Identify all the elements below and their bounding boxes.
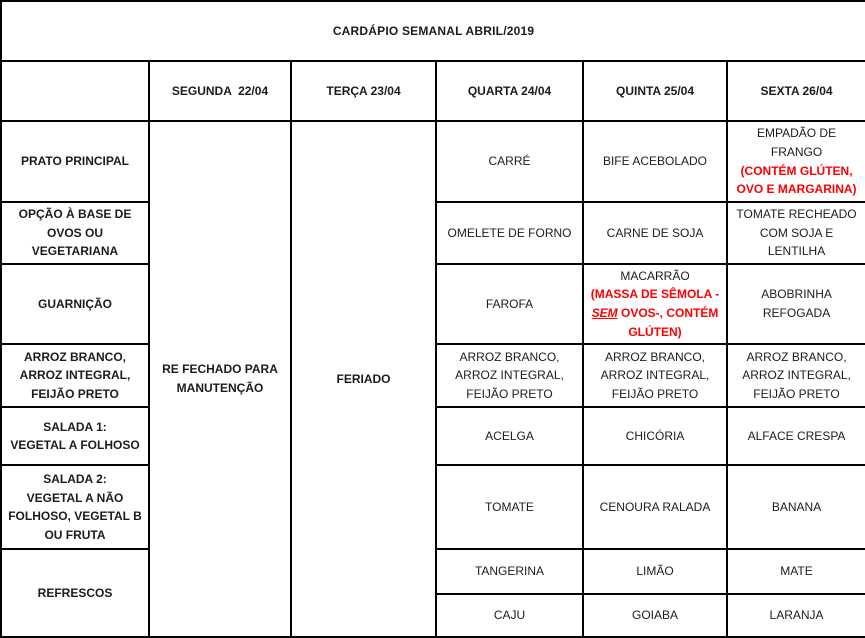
header-row-label <box>1 61 149 121</box>
row-label-prato-principal: PRATO PRINCIPAL <box>1 121 149 202</box>
allergen-note: (CONTÉM GLÚTEN, OVO E MARGARINA) <box>736 163 857 197</box>
header-sexta: SEXTA 26/04 <box>727 61 865 121</box>
allergen-note-post: OVOS-, CONTÉM GLÚTEN) <box>621 305 719 339</box>
cell-sexta-refresco-2: LARANJA <box>727 594 865 637</box>
cell-sexta-refresco-1: MATE <box>727 549 865 594</box>
header-quarta: QUARTA 24/04 <box>436 61 583 121</box>
cell-terca-closure: FERIADO <box>291 121 436 637</box>
row-label-line2: VEGETAL A NÃO FOLHOSO, VEGETAL B OU FRUTA <box>8 490 142 542</box>
allergen-note <box>589 285 721 341</box>
row-label-guarnicao: GUARNIÇÃO <box>1 264 149 344</box>
header-terca: TERÇA 23/04 <box>291 61 436 121</box>
title-row <box>1 1 865 61</box>
cell-quarta-salada-1: ACELGA <box>436 407 583 465</box>
dish-name: MACARRÃO <box>620 268 690 283</box>
cell-quinta-refresco-2: GOIABA <box>583 594 727 637</box>
cell-quarta-salada-2: TOMATE <box>436 465 583 549</box>
header-quinta: QUINTA 25/04 <box>583 61 727 121</box>
cell-sexta-salada-2: BANANA <box>727 465 865 549</box>
cell-quinta-guarnicao <box>583 264 727 344</box>
row-label-refrescos: REFRESCOS <box>1 549 149 637</box>
cell-quinta-salada-2: CENOURA RALADA <box>583 465 727 549</box>
row-label-salada-2 <box>1 465 149 549</box>
row-label-opcao-ovos-vegetariana: OPÇÃO À BASE DE OVOS OU VEGETARIANA <box>1 202 149 264</box>
cell-quarta-refresco-1: TANGERINA <box>436 549 583 594</box>
header-row <box>1 61 865 121</box>
cell-quarta-arroz-feijao: ARROZ BRANCO, ARROZ INTEGRAL, FEIJÃO PRETO <box>436 344 583 407</box>
dish-name: EMPADÃO DE FRANGO <box>756 126 837 159</box>
cell-sexta-salada-1: ALFACE CRESPA <box>727 407 865 465</box>
cell-quinta-prato-principal: BIFE ACEBOLADO <box>583 121 727 202</box>
row-label-arroz-feijao: ARROZ BRANCO, ARROZ INTEGRAL, FEIJÃO PRETO <box>1 344 149 407</box>
row-prato-principal <box>1 121 865 202</box>
cell-sexta-arroz-feijao: ARROZ BRANCO, ARROZ INTEGRAL, FEIJÃO PRETO <box>727 344 865 407</box>
cell-sexta-opcao: TOMATE RECHEADO COM SOJA E LENTILHA <box>727 202 865 264</box>
allergen-note-sem: SEM <box>591 305 618 320</box>
cell-quinta-salada-1: CHICÓRIA <box>583 407 727 465</box>
cell-sexta-guarnicao: ABOBRINHA REFOGADA <box>727 264 865 344</box>
cell-segunda-closure: RE FECHADO PARA MANUTENÇÃO <box>149 121 291 637</box>
cell-quinta-refresco-1: LIMÃO <box>583 549 727 594</box>
row-label-line1: SALADA 1: <box>43 419 107 434</box>
cell-quarta-refresco-2: CAJU <box>436 594 583 637</box>
row-label-salada-1 <box>1 407 149 465</box>
header-segunda: SEGUNDA 22/04 <box>149 61 291 121</box>
cell-quinta-opcao: CARNE DE SOJA <box>583 202 727 264</box>
cell-quarta-opcao: OMELETE DE FORNO <box>436 202 583 264</box>
row-label-line2: VEGETAL A FOLHOSO <box>10 438 140 453</box>
cell-sexta-prato-principal <box>727 121 865 202</box>
cell-quarta-guarnicao: FAROFA <box>436 264 583 344</box>
allergen-note-pre: (MASSA DE SÊMOLA - <box>590 287 720 302</box>
cell-quinta-arroz-feijao: ARROZ BRANCO, ARROZ INTEGRAL, FEIJÃO PRETO <box>583 344 727 407</box>
page-title: CARDÁPIO SEMANAL ABRIL/2019 <box>1 1 865 61</box>
cell-quarta-prato-principal: CARRÉ <box>436 121 583 202</box>
row-label-line1: SALADA 2: <box>43 471 107 486</box>
